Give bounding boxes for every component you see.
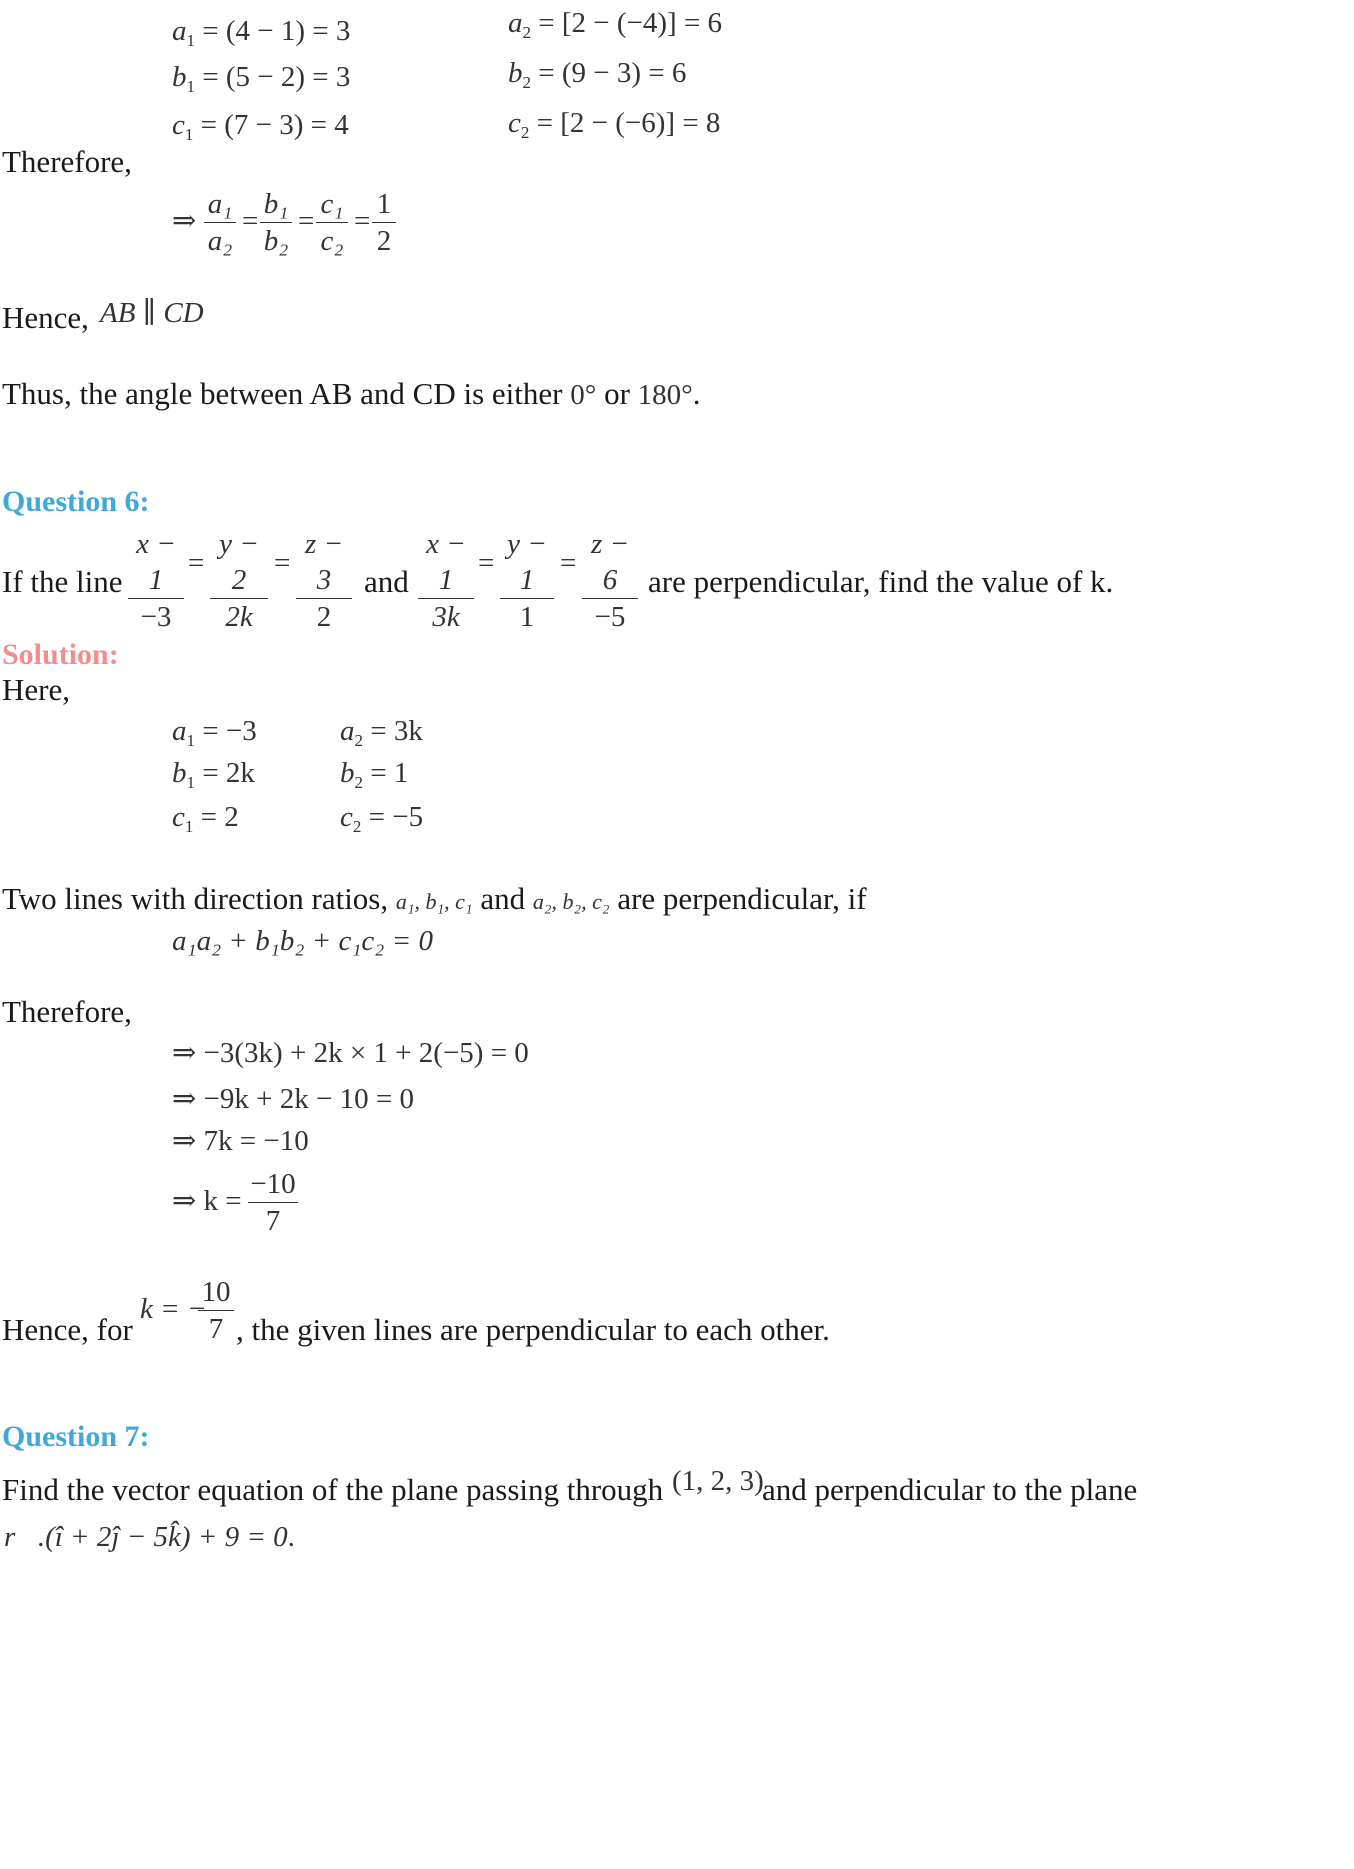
ratio-frac-c: c₁ c₂ — [316, 186, 348, 259]
dr-left-c1: $c_1 = (7 - 3) = 4$ — [172, 109, 349, 144]
line2-frac-z: z − 6 −5 — [582, 526, 638, 635]
eq-sign: = — [274, 547, 291, 579]
sol-c1: $c_1 = 2$ — [172, 801, 239, 836]
step-4-frac: −10 7 — [248, 1166, 298, 1239]
eq-sign: = — [242, 205, 259, 237]
q7-text-1: Find the vector equation of the plane passing through — [2, 1472, 664, 1507]
eq-sign: = — [560, 547, 577, 579]
line1-frac-x: x − 1 −3 — [128, 526, 184, 635]
line1-frac-y: y − 2 2k — [210, 526, 268, 635]
sol-b1: $b_1 = 2k$ — [172, 757, 255, 792]
q7-plane-equation: r⃗.(î + 2ĵ − 5k̂) + 9 = 0. — [4, 1521, 295, 1553]
step-4-lhs: ⇒ k = — [172, 1185, 242, 1217]
eq-sign: = — [188, 547, 205, 579]
q6-and: and — [364, 564, 409, 599]
here-label: Here, — [2, 672, 70, 707]
dr-right-b2: $b_2 = (9 - 3) = 6$ — [508, 57, 687, 92]
parallel-expr: AB ∥ CD — [100, 297, 204, 329]
therefore-label-2: Therefore, — [2, 994, 132, 1029]
step-3: ⇒ 7k = −10 — [172, 1125, 309, 1157]
hence-label: Hence, — [2, 300, 89, 335]
sol-b2: $b_2 = 1$ — [340, 757, 409, 792]
dr-right-c2: $c_2 = [2 - (-6)] = 8$ — [508, 107, 721, 142]
line1-frac-z: z − 3 2 — [296, 526, 352, 635]
hence-conclusion: , the given lines are perpendicular to each other. — [236, 1312, 830, 1347]
eq-sign: = — [478, 547, 495, 579]
solution-heading: Solution: — [2, 638, 119, 671]
q6-suffix: are perpendicular, find the value of k. — [648, 564, 1114, 599]
implies-arrow: ⇒ — [172, 205, 197, 237]
q7-text-2: and perpendicular to the plane — [762, 1472, 1138, 1507]
q7-point: (1, 2, 3) — [672, 1465, 764, 1497]
line2-frac-y: y − 1 1 — [500, 526, 554, 635]
eq-sign: = — [298, 205, 315, 237]
step-1: ⇒ −3(3k) + 2k × 1 + 2(−5) = 0 — [172, 1037, 529, 1069]
sol-a1: $a_1 = -3$ — [172, 715, 257, 750]
eq-sign: = — [354, 205, 371, 237]
sol-c2: $c_2 = -5$ — [340, 801, 424, 836]
sol-a2: $a_2 = 3k$ — [340, 715, 423, 750]
ratio-frac-half: 1 2 — [372, 186, 396, 259]
hence-for-label: Hence, for — [2, 1312, 133, 1347]
therefore-label: Therefore, — [2, 144, 132, 179]
dr-left-a1: $a_1 = (4 - 1) = 3$ — [172, 15, 351, 50]
angle-statement: Thus, the angle between AB and CD is either 0° or 180°. — [2, 376, 701, 411]
perpendicular-condition-eq: a₁a₂ + b₁b₂ + c₁c₂ = 0 — [172, 925, 433, 957]
ratio-frac-a: a₁ a₂ — [204, 186, 236, 259]
step-2: ⇒ −9k + 2k − 10 = 0 — [172, 1083, 414, 1115]
ratio-frac-b: b₁ b₂ — [260, 186, 292, 259]
line2-frac-x: x − 1 3k — [418, 526, 474, 635]
question-6-heading: Question 6: — [2, 485, 150, 518]
q6-prefix: If the line — [2, 564, 123, 599]
perpendicular-condition-text: Two lines with direction ratios, a₁, b₁, c₁ and a₂, b₂, c₂ are perpendicular, if — [2, 881, 867, 916]
k-equals: k = − — [140, 1293, 207, 1325]
question-7-heading: Question 7: — [2, 1420, 150, 1453]
dr-left-b1: $b_1 = (5 - 2) = 3$ — [172, 61, 351, 96]
k-frac: 10 7 — [198, 1274, 234, 1347]
dr-right-a2: $a_2 = [2 - (-4)] = 6$ — [508, 7, 723, 42]
